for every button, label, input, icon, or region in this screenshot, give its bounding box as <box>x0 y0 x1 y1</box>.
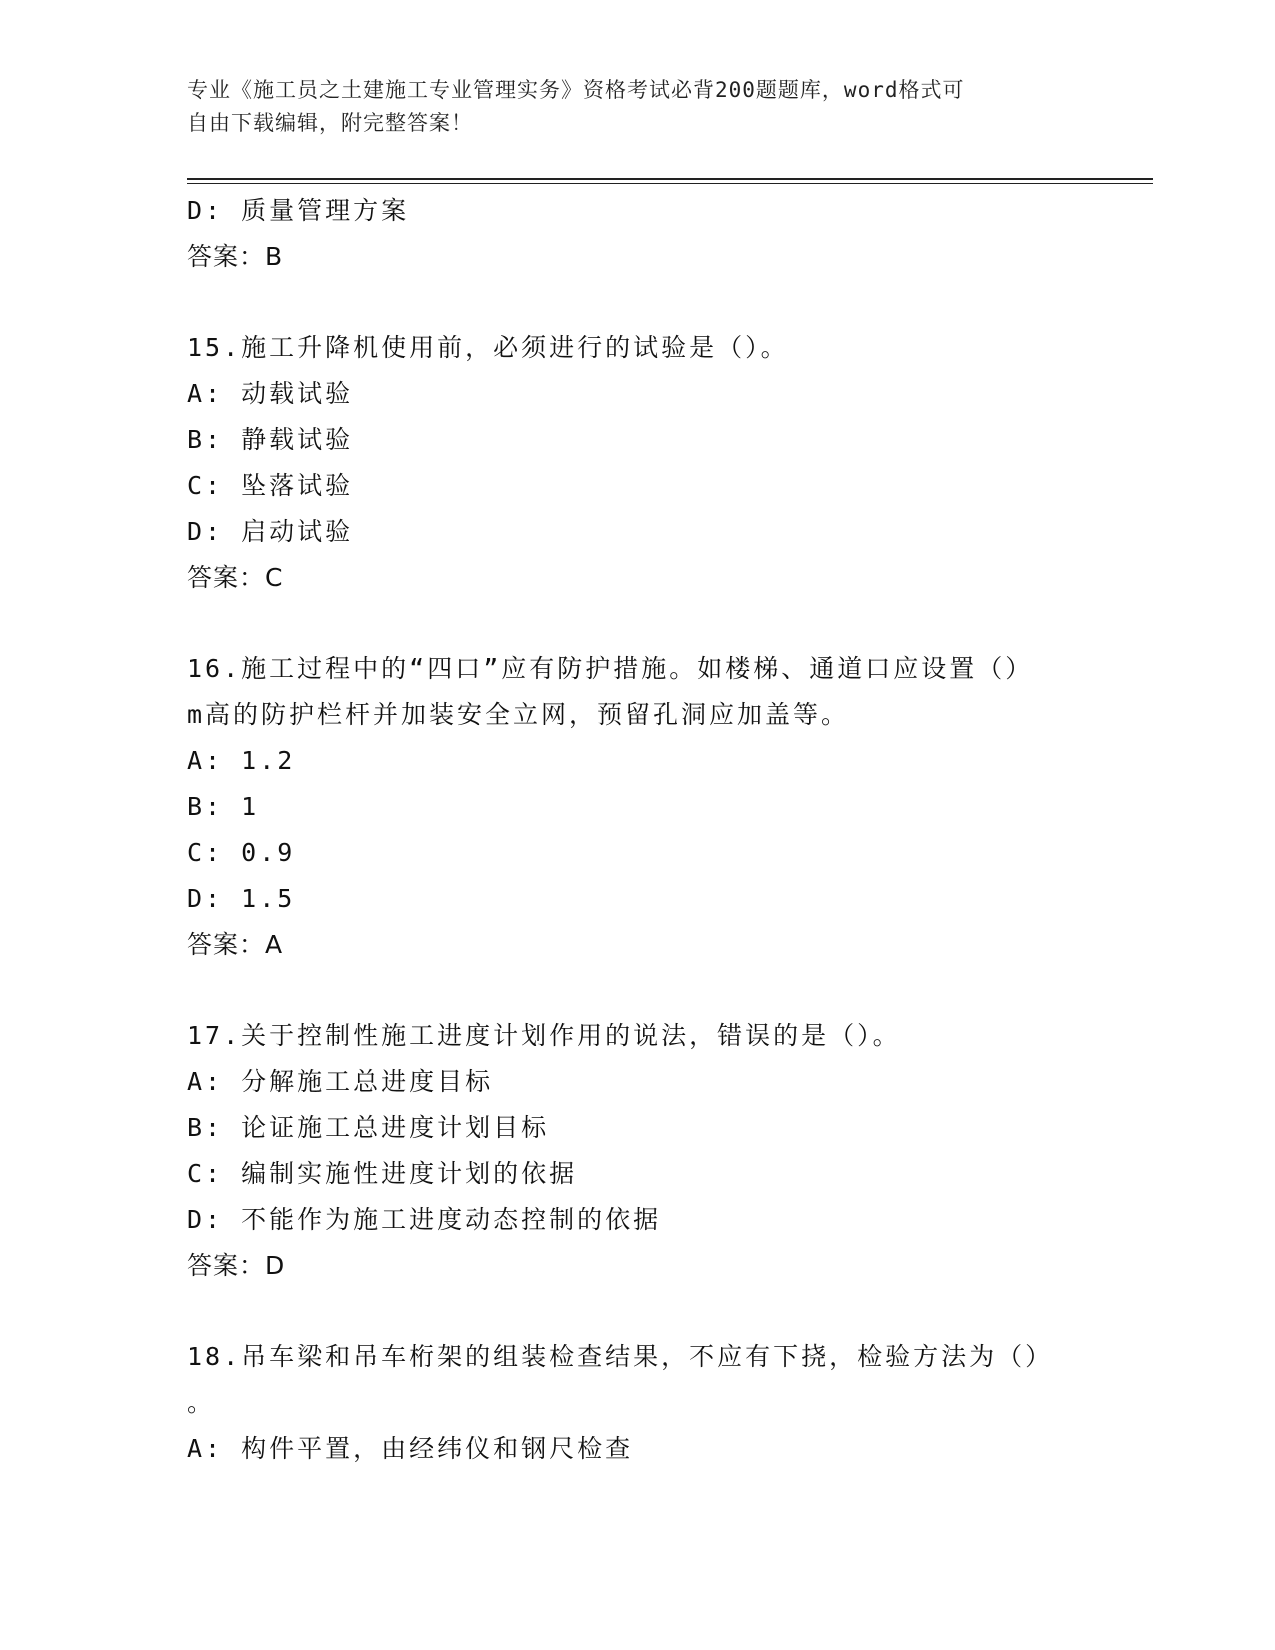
answer: 答案：B <box>187 242 284 271</box>
option-c: C: 坠落试验 <box>187 471 354 500</box>
document-header <box>187 74 1067 140</box>
question-stem-continued: m高的防护栏杆并加装安全立网，预留孔洞应加盖等。 <box>187 700 850 729</box>
question-16 <box>187 646 1087 968</box>
question-stem: 16.施工过程中的“四口”应有防护措施。如楼梯、通道口应设置（） <box>187 654 1034 683</box>
answer: 答案：A <box>187 930 284 959</box>
question-17 <box>187 1013 1087 1289</box>
spacer <box>187 280 1087 325</box>
answer: 答案：D <box>187 1251 286 1280</box>
question-stem: 15.施工升降机使用前，必须进行的试验是（）。 <box>187 333 789 362</box>
option-b: B: 论证施工总进度计划目标 <box>187 1113 550 1142</box>
question-stem-continued: 。 <box>187 1388 216 1417</box>
question-15 <box>187 325 1087 601</box>
spacer <box>187 601 1087 646</box>
option-a: A: 1.2 <box>187 746 296 775</box>
answer: 答案：C <box>187 563 284 592</box>
question-list <box>187 188 1087 1472</box>
header-line-2: 自由下载编辑，附完整答案！ <box>187 111 473 135</box>
option-d: D: 1.5 <box>187 884 296 913</box>
option-a: A: 构件平置，由经纬仪和钢尺检查 <box>187 1434 634 1463</box>
spacer <box>187 1289 1087 1334</box>
question-14-tail <box>187 188 1087 280</box>
spacer <box>187 968 1087 1013</box>
option-d: D: 启动试验 <box>187 517 354 546</box>
option-a: A: 分解施工总进度目标 <box>187 1067 494 1096</box>
question-18 <box>187 1334 1087 1472</box>
option-c: C: 编制实施性进度计划的依据 <box>187 1159 578 1188</box>
header-line-1: 专业《施工员之土建施工专业管理实务》资格考试必背200题题库，word格式可 <box>187 78 965 102</box>
question-stem: 18.吊车梁和吊车桁架的组装检查结果，不应有下挠，检验方法为（） <box>187 1342 1054 1371</box>
header-divider <box>187 178 1153 180</box>
option-d: D: 不能作为施工进度动态控制的依据 <box>187 1205 662 1234</box>
option-b: B: 静载试验 <box>187 425 354 454</box>
option-a: A: 动载试验 <box>187 379 354 408</box>
question-stem: 17.关于控制性施工进度计划作用的说法，错误的是（）。 <box>187 1021 901 1050</box>
option-b: B: 1 <box>187 792 260 821</box>
option-c: C: 0.9 <box>187 838 296 867</box>
option-d: D: 质量管理方案 <box>187 196 410 225</box>
